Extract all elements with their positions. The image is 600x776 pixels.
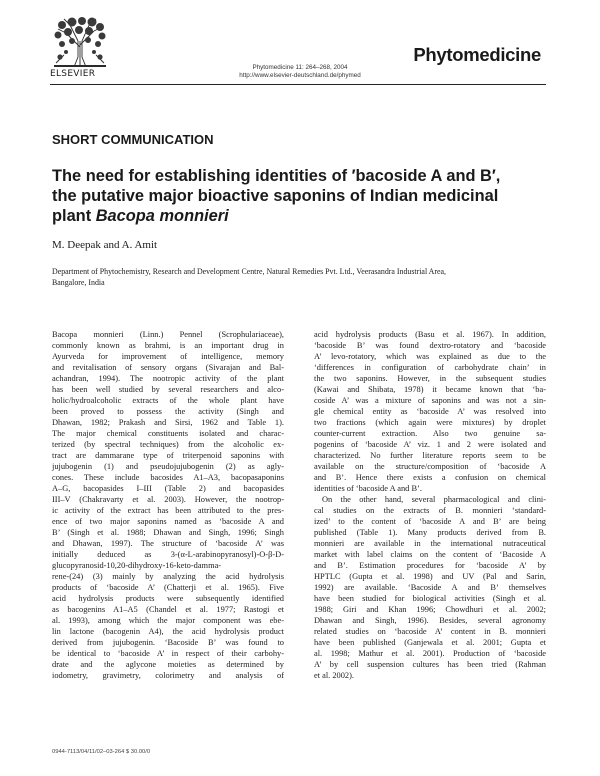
- title-line: The need for establishing identities of ′bacoside A and B′,: [52, 167, 501, 185]
- text-line: and revitalisation of sensory organs (Sivarajan and Bal-: [52, 363, 284, 373]
- text-line: drate and the aglycone moieties as determined by: [52, 660, 284, 670]
- text-line: A’ by cell suspension cultures has been tried (Rahman: [314, 660, 546, 670]
- text-line: lin lactone (bacogenin A4), the acid hydrolysis product: [52, 627, 284, 637]
- text-line: Dhawan, 1982; Prakash and Sirsi, 1962 and Table 1).: [52, 418, 284, 428]
- body-right-column: [314, 329, 546, 682]
- author-affiliation: [52, 266, 552, 288]
- text-line: tract are dammarane type of triterpenoid saponins with: [52, 451, 284, 461]
- affiliation-line: Department of Phytochemistry, Research and Development Centre, Natural Remedies Pvt. Ltd., Veerasandra Industrial Area,: [52, 267, 446, 276]
- text-line: published (Table 1). Many products derived from B.: [314, 528, 546, 538]
- text-line: and B’. Hence there exists a confusion on chemical: [314, 473, 546, 483]
- text-line: ized’ to the content of ‘bacoside A and B’ are being: [314, 517, 546, 527]
- text-line: gle chemical entity as ‘bacoside A’ was resolved into: [314, 407, 546, 417]
- text-line: has been well studied by several researchers and alco-: [52, 385, 284, 395]
- text-line: ‘bacoside B’ was found dextro-rotatory and ‘bacoside: [314, 341, 546, 351]
- text-line: cones. These include bacosides A1–A3, bacopasaponins: [52, 473, 284, 483]
- text-line: achandran, 1994). The nootropic activity of the plant: [52, 374, 284, 384]
- text-line: The major chemical constituents isolated and charac-: [52, 429, 284, 439]
- text-line: On the other hand, several pharmacological and clini-: [322, 495, 546, 505]
- journal-citation: [0, 64, 600, 81]
- body-left-column: [52, 329, 284, 682]
- text-line: cal studies on the extracts of B. monnieri ‘standard-: [314, 506, 546, 516]
- publisher-name: ELSEVIER: [50, 69, 96, 79]
- text-line: Ayurveda for improvement of intelligence, memory: [52, 352, 284, 362]
- text-line: have been published (Ganjewala et al. 2001; Gupta et: [314, 638, 546, 648]
- section-heading: SHORT COMMUNICATION: [52, 132, 214, 147]
- text-line: al. 1993), among which the major component was ebe-: [52, 616, 284, 626]
- text-line: be identical to ‘bacoside A’ in respect of their carbohy-: [52, 649, 284, 659]
- text-line: B’ (Singh et al. 1988; Dhawan and Singh, 1996; Singh: [52, 528, 284, 538]
- article-title: [52, 166, 552, 227]
- text-line: terized (by spectral techniques) from the alcoholic ex-: [52, 440, 284, 450]
- footer-code: 0944-7113/04/11/02–03-264 $ 30.00/0: [52, 749, 151, 755]
- journal-title: Phytomedicine: [413, 44, 541, 65]
- text-line: ‘differences in configuration of carbohydrate chain’ in: [314, 363, 546, 373]
- text-line: coside A’ was a mixture of saponins and was not a sin-: [314, 396, 546, 406]
- text-line: acid hydrolysis products (Basu et al. 1967). In addition,: [314, 330, 546, 339]
- text-line: rene-(24) (3) mainly by analyzing the acid hydrolysis: [52, 572, 284, 582]
- text-line: acid hydrolysis products were subsequently identified: [52, 594, 284, 604]
- text-line: pogenins of ‘bacoside A’ viz. 1 and 2 were isolated and: [314, 440, 546, 450]
- text-line: related studies on ‘bacoside A’ content in B. monnieri: [314, 627, 546, 637]
- text-line: and B’. Estimation procedures for ‘bacoside A’ by: [314, 561, 546, 571]
- text-line: holic/hydroalcoholic extracts of the whole plant have: [52, 396, 284, 406]
- text-line: two fractions (which again were mixtures) by droplet: [314, 418, 546, 428]
- citation-url: http://www.elsevier-deutschland.de/phymed: [239, 72, 361, 80]
- affiliation-line: Bangalore, India: [52, 278, 105, 287]
- text-line: glucopyranosid-10,20-dihydroxy-16-keto-damma-: [52, 561, 222, 571]
- text-line: Bacopa monnieri (Linn.) Pennel (Scrophulariaceae),: [52, 330, 284, 339]
- text-line: A’ levo-rotatory, which was explained as due to the: [314, 352, 546, 362]
- citation-volume: Phytomedicine 11: 264–268, 2004: [252, 64, 348, 71]
- header-rule: [50, 84, 546, 85]
- text-line: HPTLC (Gupta et al. 1998) and UV (Pal and Sarin,: [314, 572, 546, 582]
- text-line: (Kawai and Shibata, 1978) it became known that ‘ba-: [314, 385, 546, 395]
- text-line: 1992) are available. ‘Bacoside A and B’ themselves: [314, 583, 546, 593]
- text-line: market with label claims on the content of ‘Bacoside A: [314, 550, 546, 560]
- text-line: products of ‘bacoside A’ (Chatterji et al. 1965). Five: [52, 583, 284, 593]
- text-line: derived from jujubogenin. ‘Bacoside B’ was found to: [52, 638, 284, 648]
- text-line: the two saponins. However, in the subsequent studies: [314, 374, 546, 384]
- text-line: 1988; Giri and Khan 1996; Chowdhuri et al. 2002;: [314, 605, 546, 615]
- text-line: III–V (Chakravarty et al. 2003). However, the nootrop-: [52, 495, 284, 505]
- article-authors: M. Deepak and A. Amit: [52, 239, 158, 251]
- text-line: commonly known as brahmi, is an important drug in: [52, 341, 284, 351]
- text-line: Dhawan and Singh, 1996). Besides, several agronomy: [314, 616, 546, 626]
- text-line: identities of ‘bacoside A and B’.: [314, 484, 422, 494]
- text-line: been proved to possess the activity (Singh and: [52, 407, 284, 417]
- title-species: Bacopa monnieri: [95, 207, 229, 226]
- title-line: [52, 206, 552, 226]
- text-line: jujubogenin (1) and pseudojujubogenin (2) as agly-: [52, 462, 284, 472]
- title-line-text: plant: [52, 207, 96, 226]
- text-line: characterized. No further literature reports seem to be: [314, 451, 546, 461]
- text-line: counter-current extraction. Also two genuine sa-: [314, 429, 546, 439]
- text-line: as bacogenins A1–A5 (Chandel et al. 1977; Rastogi et: [52, 605, 284, 615]
- text-line: ence of two major saponins named as ‘bacoside A and: [52, 517, 284, 527]
- text-line: A–G, bacopasides I–III (Table 2) and bacopasides: [52, 484, 284, 494]
- text-line: monnieri are available in the international nutraceutical: [314, 539, 546, 549]
- text-line: initially deduced as 3-(α-L-arabinopyranosyl)-O-β-D-: [52, 550, 284, 560]
- text-line: iodometry, gravimetry, colorimetry and analysis of: [52, 671, 284, 681]
- text-line: ic activity of the extract has been attributed to the pres-: [52, 506, 284, 516]
- title-line: the putative major bioactive saponins of Indian medicinal: [52, 187, 499, 206]
- text-line: al. 1998; Mathur et al. 2001). Production of ‘bacoside: [314, 649, 546, 659]
- text-line: available on the structure/composition of ‘bacoside A: [314, 462, 546, 472]
- text-line: et al. 2002).: [314, 671, 355, 681]
- text-line: and Dhawan, 1997). The structure of ‘bacoside A’ was: [52, 539, 284, 549]
- text-line: have been studied for biological activities (Singh et al.: [314, 594, 546, 604]
